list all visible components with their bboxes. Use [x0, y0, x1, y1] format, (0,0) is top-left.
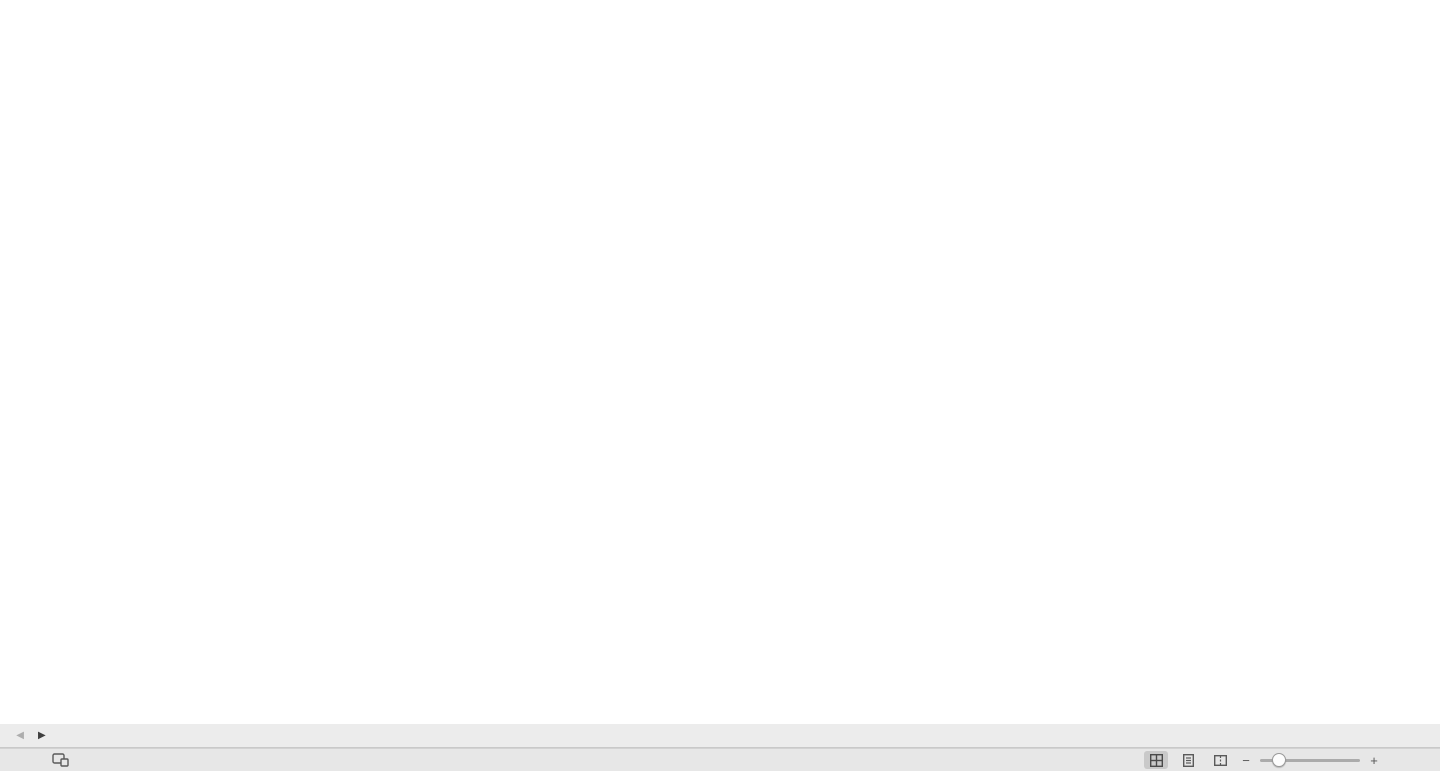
display-settings-icon[interactable]	[52, 753, 69, 767]
page-break-preview-icon[interactable]	[1208, 751, 1232, 769]
sheet-tab-bar	[0, 724, 1440, 748]
tab-nav-arrows	[0, 724, 62, 747]
zoom-out-icon[interactable]: −	[1242, 752, 1250, 768]
tab-scroll-left-icon[interactable]: ◀	[16, 730, 24, 741]
status-bar	[0, 748, 1440, 771]
view-and-zoom-controls	[1144, 751, 1440, 769]
normal-view-icon[interactable]	[1144, 751, 1168, 769]
zoom-in-icon[interactable]: +	[1370, 752, 1378, 768]
zoom-slider[interactable]	[1260, 759, 1360, 762]
page-layout-view-icon[interactable]	[1176, 751, 1200, 769]
tab-scroll-right-icon[interactable]: ▶	[38, 730, 46, 741]
zoom-slider-knob[interactable]	[1272, 753, 1286, 767]
